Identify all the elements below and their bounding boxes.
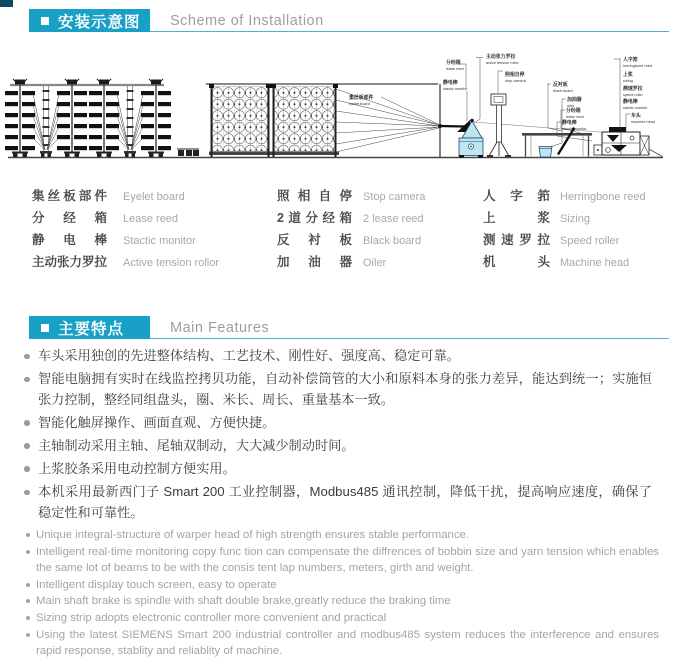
feature-item-zh: 主轴制动采用主轴、尾轴双制动，大大减少制动时间。 <box>24 436 652 457</box>
feature-item-en: Unique integral-structure of warper head of high strength ensures stable performance. <box>25 527 659 543</box>
feature-item-zh: 车头采用独创的先进整体结构、工艺技术、刚性好、强度高、稳定可靠。 <box>24 346 652 367</box>
glossary-row <box>32 208 219 230</box>
glossary-row <box>483 208 646 230</box>
glossary-term-zh: 分经箱 <box>32 211 107 225</box>
feature-item-zh: 本机采用最新西门子 Smart 200 工业控制器，Modbus485 通讯控制，降低干扰，提高响应速度，确保了稳定性和可靠性。 <box>24 482 652 523</box>
eyelet-board-label-en: eyelet board <box>349 102 370 106</box>
black-board-label-zh: 反衬板 <box>553 83 568 88</box>
herringbone-label-zh: 人字筘 <box>623 58 638 63</box>
square-bullet-icon <box>41 324 49 332</box>
glossary-term-en: Sizing <box>560 213 590 225</box>
glossary-term-zh: 主动张力罗拉 <box>32 255 108 269</box>
glossary-term-en: Machine head <box>560 257 630 269</box>
glossary-row <box>277 252 425 274</box>
section2-title-tab <box>29 316 150 339</box>
glossary-term-en: Oiler <box>363 257 387 269</box>
eyelet-board-label-zh: 集丝板部件 <box>349 96 374 101</box>
speed-roller-label-zh: 测速罗拉 <box>623 87 643 92</box>
black-board-label-en: black board <box>553 89 573 93</box>
feature-item-zh: 上浆胶条采用电动控制方便实用。 <box>24 459 652 480</box>
glossary-term-en: Herringbone reed <box>560 191 646 203</box>
tension-roller-label-zh: 主动张力罗拉 <box>486 55 516 60</box>
glossary-row <box>483 186 646 208</box>
glossary-term-en: 2 lease reed <box>363 213 424 225</box>
glossary-term-en: Speed roller <box>560 235 620 247</box>
sizing-label-zh: 上浆 <box>623 73 633 78</box>
lease-reed2-label-en: lease reed <box>566 115 584 119</box>
speed-roller-label-en: speed roller <box>623 93 643 97</box>
feature-item-en: Main shaft brake is spindle with shaft double brake,greatly reduce the braking time <box>25 593 659 609</box>
feature-item-zh: 智能化触屏操作、画面直观、方便快捷。 <box>24 413 652 434</box>
features-list-en <box>25 527 659 660</box>
static-bar1-label-zh: 静电棒 <box>443 81 458 86</box>
tension-station <box>440 119 483 158</box>
feature-item-en: Intelligent real-time monitoring copy func tion can compensate the diffrences of bobbin size and yarn tension which enables the same lot of beams to be with the consis tent lap numbers, meters, girth and weight. <box>25 544 659 576</box>
glossary-column-2 <box>277 186 425 274</box>
oiler-bucket <box>539 147 552 158</box>
glossary-term-zh: 机头 <box>483 255 550 269</box>
glossary-term-en: Eyelet board <box>123 191 185 203</box>
glossary-term-en: Active tension rollor <box>123 257 219 269</box>
glossary-term-en: Stactic monitor <box>123 235 196 247</box>
stop-camera-label-zh: 照相自停 <box>505 73 525 78</box>
static-bar3-label-en: stactic monitor <box>623 106 648 110</box>
glossary-term-zh: 上浆 <box>483 211 550 225</box>
feature-item-en: Using the latest SIEMENS Smart 200 industrial controller and modbus485 system reduces the interference and ensures rapid response, stablity and reliablity of machine. <box>25 627 659 659</box>
front-view-creel <box>206 84 438 157</box>
glossary-row <box>483 252 646 274</box>
glossary-term-zh: 集丝板部件 <box>32 189 107 203</box>
glossary-term-zh: 静电棒 <box>32 233 107 247</box>
tension-roller-label-en: active tension rollor <box>486 61 519 65</box>
section2-underline <box>150 338 669 339</box>
oiler-label-en: oiler <box>567 104 575 108</box>
feature-item-en: Intelligent display touch screen, easy to operate <box>25 577 659 593</box>
glossary-term-zh: 人字筘 <box>483 189 550 203</box>
glossary-term-en: Stop camera <box>363 191 426 203</box>
lease-reed1-label-en: lease reed <box>446 67 464 71</box>
side-view-creel <box>5 79 199 157</box>
section1-title-zh: 安装示意图 <box>58 13 141 31</box>
glossary-row <box>32 186 219 208</box>
glossary-column-3 <box>483 186 646 274</box>
machine-head <box>594 127 663 157</box>
glossary-term-zh: 2道分经箱 <box>277 211 352 225</box>
glossary-row <box>277 208 425 230</box>
machine-head-label-en: machine head <box>631 120 655 124</box>
static-bar3-label-zh: 静电棒 <box>623 100 638 105</box>
oiler-label-zh: 加油器 <box>567 98 582 103</box>
installation-diagram <box>0 0 673 185</box>
glossary-term-zh: 加油器 <box>277 255 352 269</box>
machine-head-label-zh: 车头 <box>631 114 641 119</box>
glossary-row <box>32 252 219 274</box>
sizing-label-en: sizing <box>623 79 633 83</box>
glossary-row <box>277 186 425 208</box>
callout-labels <box>349 53 655 131</box>
features-list-zh <box>24 346 652 526</box>
feature-item-en: Sizing strip adopts electronic controller more convenient and practical <box>25 610 659 626</box>
lease-reed2-label-zh: 分经箱 <box>566 109 581 114</box>
glossary-row <box>277 230 425 252</box>
section2-title-zh: 主要特点 <box>58 320 125 338</box>
section1-title-en: Scheme of Installation <box>170 13 324 29</box>
glossary-row <box>32 230 219 252</box>
stop-camera-label-en: stop camera <box>505 79 526 83</box>
glossary-term-en: Lease reed <box>123 213 179 225</box>
glossary-column-1 <box>32 186 219 274</box>
glossary-term-zh: 测速罗拉 <box>483 233 550 247</box>
glossary-term-en: Black board <box>363 235 422 247</box>
herringbone-label-en: herringbone reed <box>623 64 652 68</box>
lease-reed1-label-zh: 分经箱 <box>446 61 461 66</box>
static-bar1-label-en: stactic monitor <box>443 87 468 91</box>
stop-camera-stand <box>487 94 511 157</box>
glossary-row <box>483 230 646 252</box>
glossary-term-zh: 照相自停 <box>277 189 352 203</box>
glossary-term-zh: 反衬板 <box>277 233 352 247</box>
warp-thread-line <box>474 122 612 133</box>
section2-title-en: Main Features <box>170 320 270 336</box>
static-bar2-label-en: stactic monitor <box>562 127 587 131</box>
creel-trolley <box>177 149 199 156</box>
static-bar2-label-zh: 静电棒 <box>562 121 577 126</box>
feature-item-zh: 智能电脑拥有实时在线监控拷贝功能，自动补偿筒管的大小和原料本身的张力差异，能达到统一；实施恒张力控制，整经同组盘头，圈、米长、周长、重量基本一致。 <box>24 369 652 410</box>
